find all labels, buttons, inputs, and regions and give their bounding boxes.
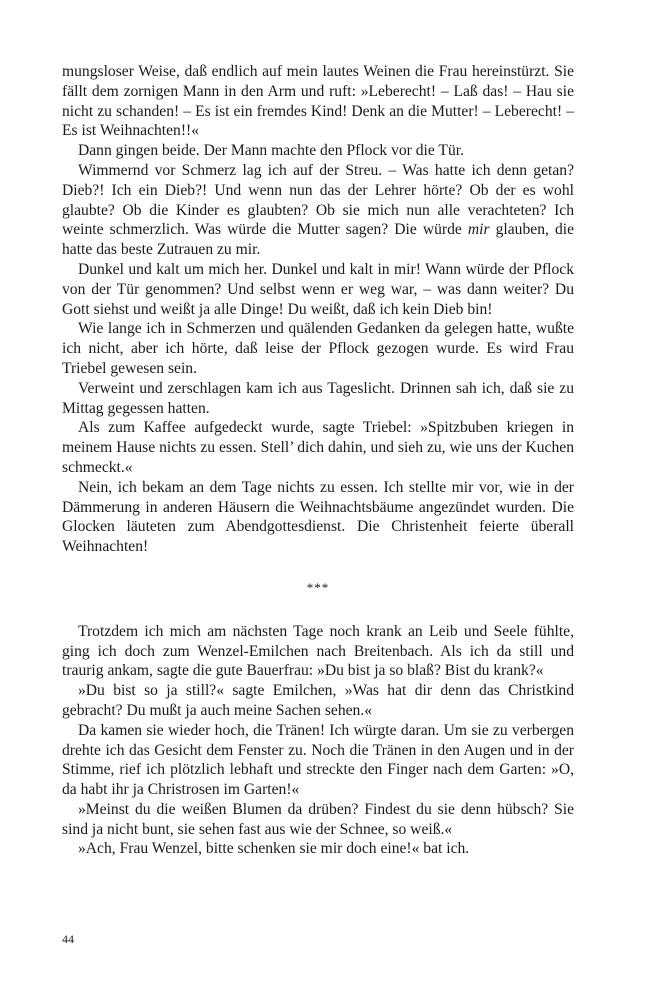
paragraph-6: Verweint und zerschlagen kam ich aus Tageslicht. Drinnen sah ich, daß sie zu Mittag gegessen hatten. — [62, 379, 574, 417]
paragraph-3-text-after: glauben, die hatte das beste Zutrauen zu mir. — [62, 221, 574, 259]
book-page-body — [62, 62, 574, 859]
paragraph-8: Nein, ich bekam an dem Tage nichts zu essen. Ich stellte mir vor, wie in der Dämmerung in anderen Häusern die Weihnachtsbäume angezündet wurden. Die Glocken läuteten zum Abendgottesdienst. Die Christenheit feierte überall Weihnachten! — [62, 478, 574, 556]
paragraph-12: »Meinst du die weißen Blumen da drüben? Findest du sie denn hübsch? Sie sind ja nicht bunt, sie sehen fast aus wie der Schnee, so weiß.« — [62, 800, 574, 838]
paragraph-13: »Ach, Frau Wenzel, bitte schenken sie mir doch eine!« bat ich. — [78, 840, 470, 858]
paragraph-3-text-before: Wimmernd vor Schmerz lag ich auf der Streu. – Was hatte ich denn getan? Dieb?! Ich ein Dieb?! Und wenn nun das der Lehrer hörte? Ob der es wohl glaubte? Ob die Kinder es glaubten? Ob sie mich nun alle verachteten? Ich weinte schmerzlich. Was würde die Mutter sagen? Die würde — [62, 161, 574, 239]
paragraph-2: Dann gingen beide. Der Mann machte den Pflock vor die Tür. — [78, 142, 464, 160]
emphasized-word: mir — [467, 221, 490, 239]
paragraph-5: Wie lange ich in Schmerzen und quälenden Gedanken da gelegen hatte, wußte ich nicht, aber ich hörte, daß leise der Pflock gezogen wurde. Es wird Frau Triebel gewesen sein. — [62, 320, 574, 377]
paragraph-4: Dunkel und kalt um mich her. Dunkel und kalt in mir! Wann würde der Pflock von der Tür genommen? Und selbst wenn er weg war, – was dann weiter? Du Gott siehst und weißt ja alle Dinge! Du weißt, daß ich kein Dieb bin! — [62, 260, 574, 318]
paragraph-1: mungsloser Weise, daß endlich auf mein lautes Weinen die Frau hereinstürzt. Sie fällt dem zornigen Mann in den Arm und ruft: »Leberecht! – Laß das! – Hau sie nicht zu schanden! – Es ist ein fremdes Kind! Denk an die Mutter! – Leberecht! – Es ist Weihnachten!!« — [62, 63, 574, 140]
paragraph-3 — [62, 161, 574, 260]
section-separator: *** — [306, 579, 330, 595]
paragraph-10: »Du bist so ja still?« sagte Emilchen, »Was hat dir denn das Christkind gebracht? Du mußt ja auch meine Sachen sehen.« — [62, 682, 574, 719]
paragraph-11: Da kamen sie wieder hoch, die Tränen! Ich würgte daran. Um sie zu verbergen drehte ich das Gesicht dem Fenster zu. Noch die Tränen in den Augen und in der Stimme, rief ich plötzlich lebhaft und streckte den Finger nach dem Garten: »O, da habt ihr ja Christrosen im Garten!« — [62, 721, 574, 799]
paragraph-9: Trotzdem ich mich am nächsten Tage noch krank an Leib und Seele fühlte, ging ich doch zum Wenzel-Emilchen nach Breitenbach. Als ich da still und traurig ankam, sagte die gute Bauerfrau: »Du bist ja so blaß? Bist du krank?« — [62, 622, 574, 680]
paragraph-7: Als zum Kaffee aufgedeckt wurde, sagte Triebel: »Spitzbuben kriegen in meinem Hause nichts zu essen. Stell’ dich dahin, und sieh zu, wie uns der Kuchen schmeckt.« — [62, 419, 574, 476]
page-number: 44 — [62, 932, 74, 946]
